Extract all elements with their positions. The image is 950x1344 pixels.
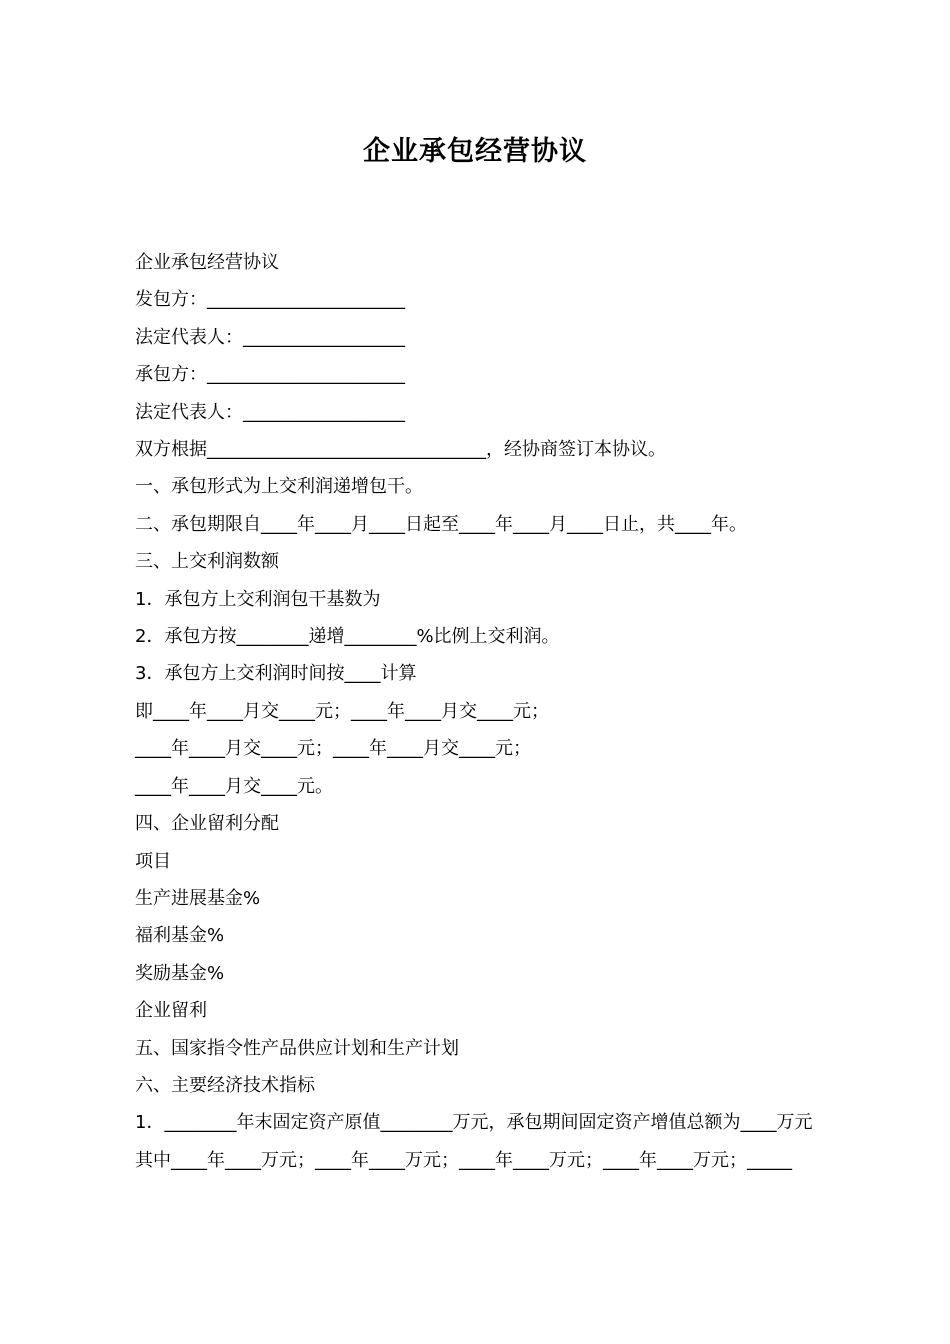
- body-line: 生产进展基金%: [135, 887, 261, 909]
- body-line: 项目: [135, 850, 171, 872]
- document-body: [116, 244, 838, 1179]
- body-line: 法定代表人：__________________: [135, 401, 405, 423]
- body-line: ____年____月交____元。: [135, 775, 333, 797]
- body-line: 3．承包方上交利润时间按____计算: [135, 663, 417, 685]
- body-line: 企业承包经营协议: [135, 252, 279, 273]
- body-line: 五、国家指令性产品供应计划和生产计划: [135, 1037, 459, 1059]
- body-line: 1．________年末固定资产原值________万元，承包期间固定资产增值总额为____万元: [135, 1112, 813, 1134]
- body-line: 一、承包形式为上交利润递增包干。: [135, 476, 423, 498]
- document-title: 企业承包经营协议: [363, 136, 587, 167]
- body-line: 奖励基金%: [135, 962, 225, 984]
- body-line: 发包方：______________________: [135, 289, 405, 311]
- body-line: ____年____月交____元；____年____月交____元；: [135, 738, 531, 760]
- body-line: 承包方：______________________: [135, 364, 405, 386]
- body-line: 三、上交利润数额: [135, 551, 279, 573]
- body-line: 福利基金%: [135, 925, 225, 947]
- body-line: 1．承包方上交利润包干基数为: [135, 588, 381, 610]
- body-line: 四、企业留利分配: [135, 813, 279, 835]
- body-line: 六、主要经济技术指标: [135, 1074, 315, 1096]
- body-line: 双方根据_______________________________，经协商签订本协议。: [135, 439, 666, 461]
- body-line: 法定代表人：__________________: [135, 326, 405, 348]
- body-line: 即____年____月交____元；____年____月交____元；: [135, 700, 549, 722]
- body-line: 企业留利: [135, 1000, 207, 1022]
- body-line: 2．承包方按________递增________%比例上交利润。: [135, 626, 560, 648]
- body-line: 其中____年____万元；____年____万元；____年____万元；____年____万元；_____: [135, 1149, 792, 1171]
- body-line: 二、承包期限自____年____月____日起至____年____月____日止，共____年。: [135, 513, 747, 535]
